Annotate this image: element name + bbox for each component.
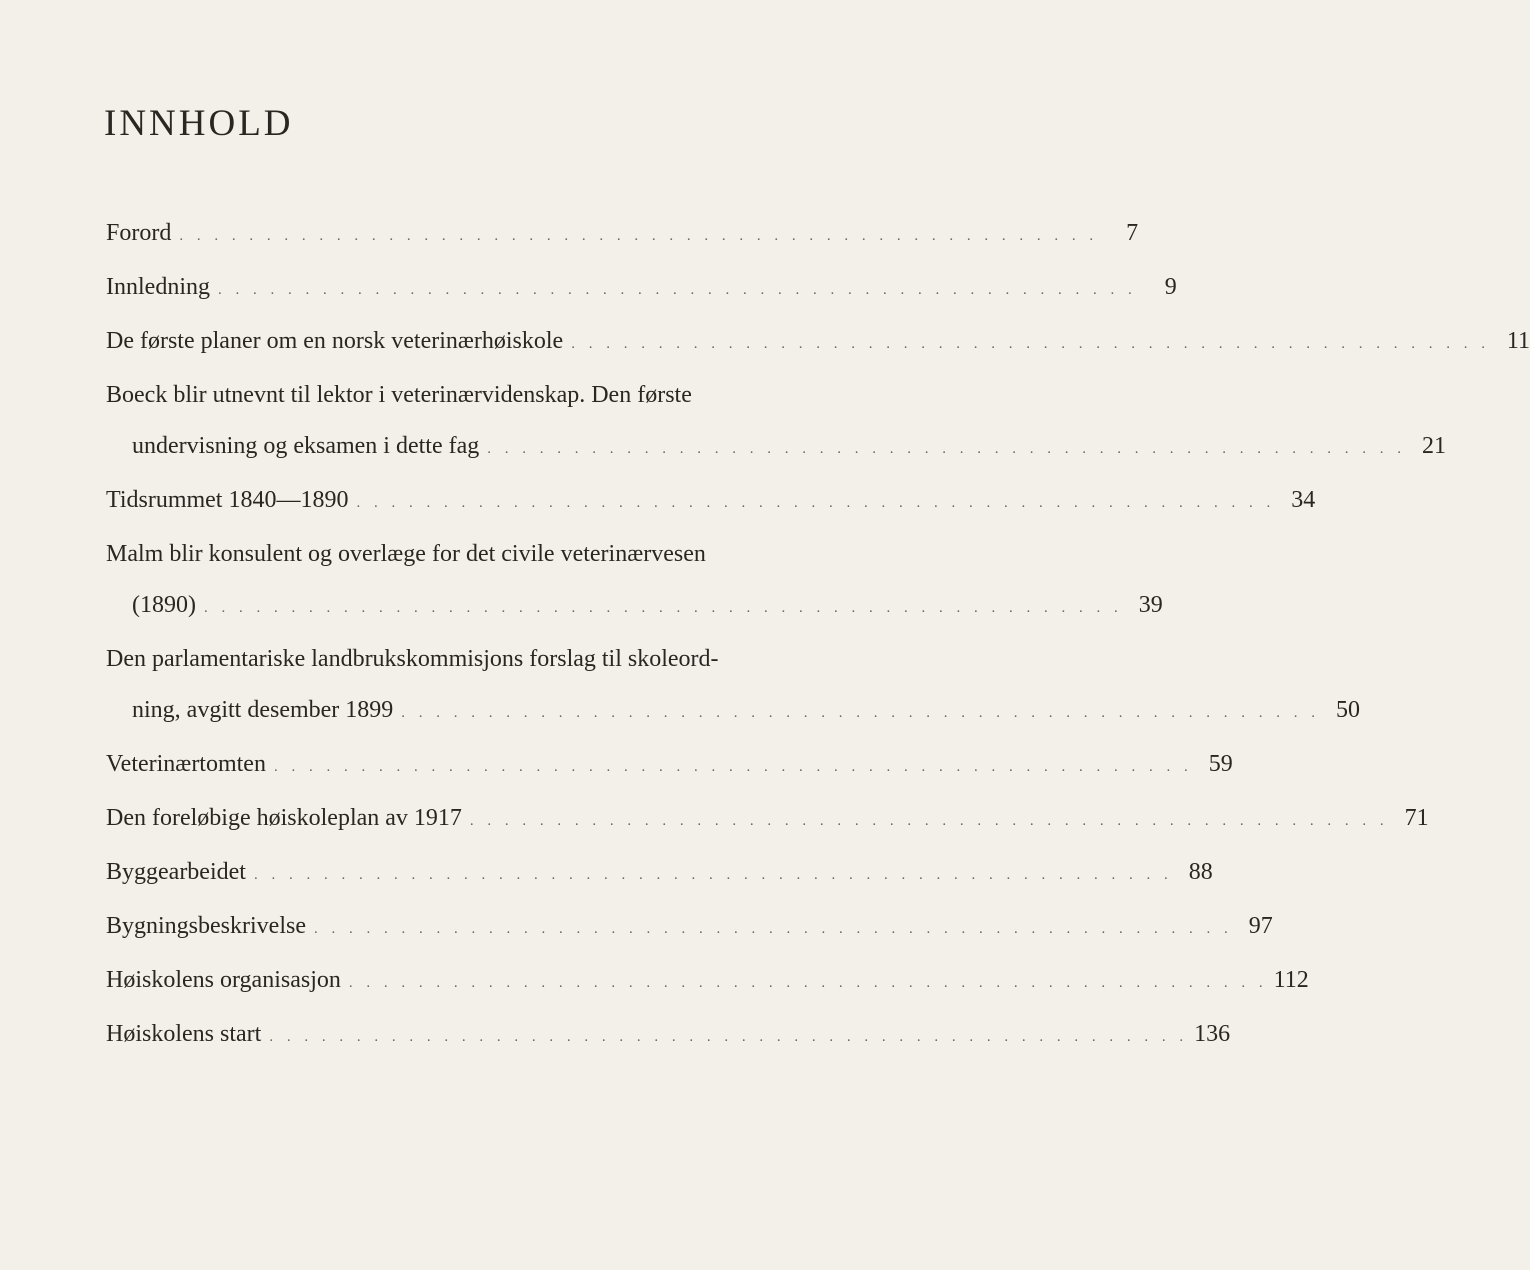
toc-entry-title: Tidsrummet 1840—1890 <box>106 487 349 513</box>
toc-entry <box>106 216 1139 254</box>
toc-entry <box>106 378 1446 467</box>
toc-entry-title: Byggearbeidet <box>106 859 246 885</box>
dot-leader: . . . . . . . . . . . . . . . . . . . . . . . . . . . . . . . . . . . . . . . . . . . . . . . . . . . . . <box>487 441 1406 457</box>
toc-entry-title: Innledning <box>106 274 210 300</box>
toc-entry <box>106 270 1177 308</box>
dot-leader: . . . . . . . . . . . . . . . . . . . . . . . . . . . . . . . . . . . . . . . . . . . . . . . . . . . . . <box>356 495 1276 511</box>
dot-leader: . . . . . . . . . . . . . . . . . . . . . . . . . . . . . . . . . . . . . . . . . . . . . . . . . . . . . <box>401 705 1321 721</box>
toc-entry-title: Høiskolens start <box>106 1021 262 1047</box>
toc-entry-title: Bygningsbeskrivelse <box>106 913 306 939</box>
dot-leader: . . . . . . . . . . . . . . . . . . . . . . . . . . . . . . . . . . . . . . . . . . . . . . . . . . . . . <box>313 921 1233 937</box>
toc-entry <box>106 1017 1231 1055</box>
dot-leader: . . . . . . . . . . . . . . . . . . . . . . . . . . . . . . . . . . . . . . . . . . . . . . . . . . . . . <box>253 867 1173 883</box>
dot-leader: . . . . . . . . . . . . . . . . . . . . . . . . . . . . . . . . . . . . . . . . . . . . . . . . . . . . . <box>348 975 1268 991</box>
toc-page-number: 34 <box>1291 487 1316 513</box>
dot-leader: . . . . . . . . . . . . . . . . . . . . . . . . . . . . . . . . . . . . . . . . . . . . . . . . . . . . . <box>273 759 1193 775</box>
toc-page-number: 11 <box>1506 328 1530 354</box>
toc-page-number: 21 <box>1422 433 1446 459</box>
toc-entry <box>106 642 1361 731</box>
toc-entry-title-line: Den parlamentariske landbrukskommisjons forslag til skoleord- <box>106 646 719 672</box>
toc-entry-title-line: Boeck blir utnevnt til lektor i veterinærvidenskap. Den første <box>106 382 692 408</box>
toc-entry-title: Den foreløbige høiskoleplan av 1917 <box>106 805 462 831</box>
toc-page-number: 71 <box>1404 805 1429 831</box>
toc-page-number: 39 <box>1138 592 1163 618</box>
toc-page-number: 136 <box>1194 1021 1231 1047</box>
toc-page-number: 9 <box>1164 274 1177 300</box>
toc-entry <box>106 483 1316 521</box>
table-of-contents <box>106 216 1530 1071</box>
toc-entry <box>106 324 1530 362</box>
dot-leader: . . . . . . . . . . . . . . . . . . . . . . . . . . . . . . . . . . . . . . . . . . . . . . . . . . . . . <box>217 282 1137 298</box>
toc-page-number: 50 <box>1336 697 1361 723</box>
page-title: INNHOLD <box>104 103 294 144</box>
dot-leader: . . . . . . . . . . . . . . . . . . . . . . . . . . . . . . . . . . . . . . . . . . . . . . . . . . . . . <box>203 600 1123 616</box>
toc-page-number: 97 <box>1248 913 1273 939</box>
toc-entry-title-line: Malm blir konsulent og overlæge for det civile veterinærvesen <box>106 541 706 567</box>
toc-entry-title: ning, avgitt desember 1899 <box>132 697 394 723</box>
toc-entry-title: Høiskolens organisasjon <box>106 967 341 993</box>
toc-entry-title: undervisning og eksamen i dette fag <box>132 433 480 459</box>
toc-entry <box>106 537 1163 626</box>
toc-page-number: 7 <box>1126 220 1139 246</box>
toc-entry-title: De første planer om en norsk veterinærhøiskole <box>106 328 564 354</box>
toc-page-number: 88 <box>1188 859 1213 885</box>
dot-leader: . . . . . . . . . . . . . . . . . . . . . . . . . . . . . . . . . . . . . . . . . . . . . . . . . . . . . <box>179 228 1099 244</box>
toc-page-number: 112 <box>1273 967 1309 993</box>
dot-leader: . . . . . . . . . . . . . . . . . . . . . . . . . . . . . . . . . . . . . . . . . . . . . . . . . . . . . <box>269 1029 1189 1045</box>
toc-entry <box>106 747 1233 785</box>
toc-entry <box>106 909 1273 947</box>
toc-entry-title: Veterinærtomten <box>106 751 266 777</box>
toc-page-number: 59 <box>1208 751 1233 777</box>
toc-entry-title: (1890) <box>132 592 196 618</box>
toc-entry <box>106 801 1429 839</box>
toc-entry <box>106 855 1213 893</box>
dot-leader: . . . . . . . . . . . . . . . . . . . . . . . . . . . . . . . . . . . . . . . . . . . . . . . . . . . . . <box>571 336 1490 352</box>
toc-entry <box>106 963 1309 1001</box>
dot-leader: . . . . . . . . . . . . . . . . . . . . . . . . . . . . . . . . . . . . . . . . . . . . . . . . . . . . . <box>469 813 1389 829</box>
toc-entry-title: Forord <box>106 220 172 246</box>
